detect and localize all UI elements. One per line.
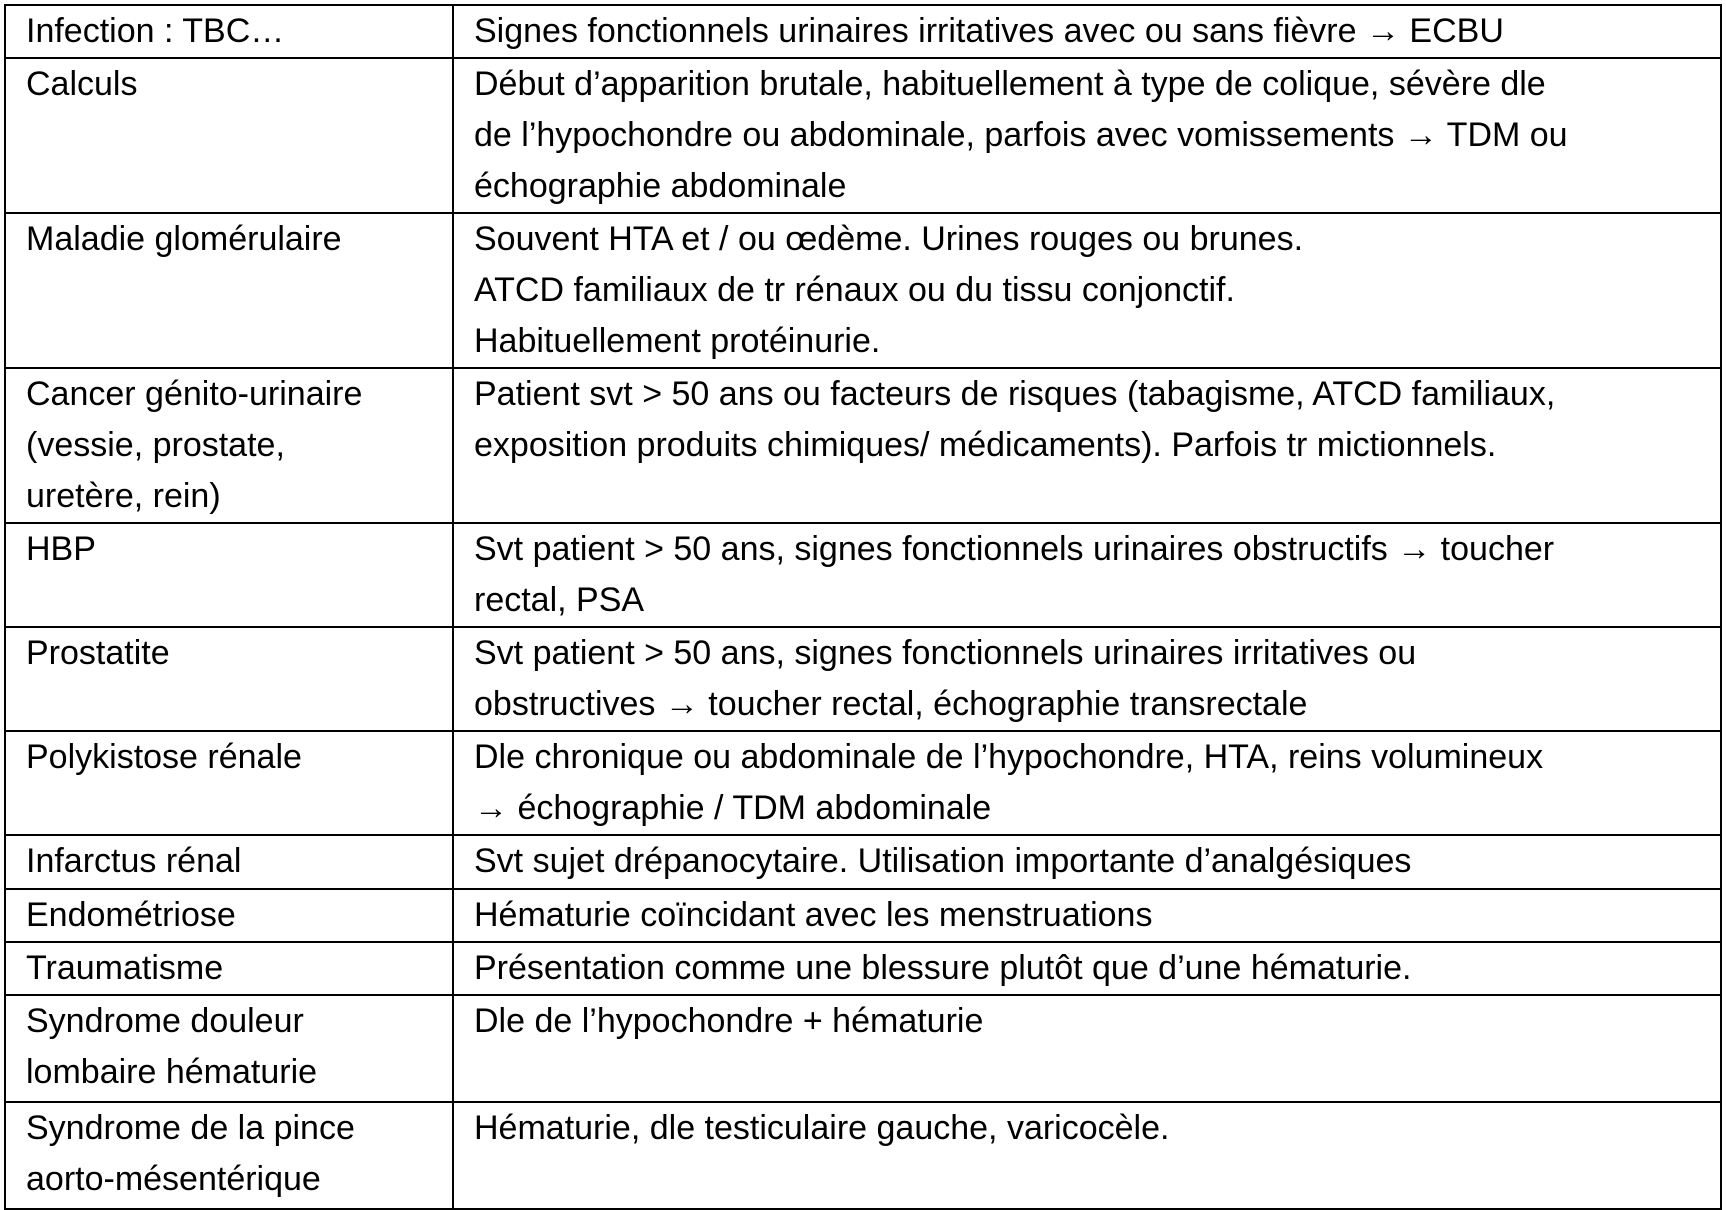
table-row — [5, 627, 1721, 731]
description-cell: Svt patient > 50 ans, signes fonctionnels urinaires obstructifs → toucher rectal, PSA — [453, 523, 1721, 627]
description-cell: Souvent HTA et / ou œdème. Urines rouges ou brunes. ATCD familiaux de tr rénaux ou du tissu conjonctif. Habituellement protéinurie. — [453, 213, 1721, 368]
cause-cell: Traumatisme — [5, 942, 453, 995]
description-cell: Svt patient > 50 ans, signes fonctionnels urinaires irritatives ou obstructives → toucher rectal, échographie transrectale — [453, 627, 1721, 731]
table-row — [5, 889, 1721, 942]
description-cell: Patient svt > 50 ans ou facteurs de risques (tabagisme, ATCD familiaux, exposition produits chimiques/ médicaments). Parfois tr mictionnels. — [453, 368, 1721, 523]
cause-cell: Endométriose — [5, 889, 453, 942]
description-cell: Présentation comme une blessure plutôt que d’une hématurie. — [453, 942, 1721, 995]
description-cell: Dle de l’hypochondre + hématurie — [453, 995, 1721, 1102]
cause-cell: Syndrome de la pince aorto-mésentérique — [5, 1102, 453, 1209]
cause-cell: Maladie glomérulaire — [5, 213, 453, 368]
description-cell: Début d’apparition brutale, habituellement à type de colique, sévère dle de l’hypochondre ou abdominale, parfois avec vomissements → TDM ou échographie abdominale — [453, 58, 1721, 213]
cause-cell: Polykistose rénale — [5, 731, 453, 835]
description-cell: Svt sujet drépanocytaire. Utilisation importante d’analgésiques — [453, 835, 1721, 889]
table-row — [5, 942, 1721, 995]
cause-cell: Calculs — [5, 58, 453, 213]
table-row — [5, 1102, 1721, 1209]
description-cell: Hématurie, dle testiculaire gauche, varicocèle. — [453, 1102, 1721, 1209]
description-cell: Dle chronique ou abdominale de l’hypochondre, HTA, reins volumineux → échographie / TDM abdominale — [453, 731, 1721, 835]
table-row — [5, 523, 1721, 627]
description-cell: Signes fonctionnels urinaires irritatives avec ou sans fièvre → ECBU — [453, 5, 1721, 58]
differential-diagnosis-table — [4, 4, 1722, 1210]
cause-cell: HBP — [5, 523, 453, 627]
table-row — [5, 995, 1721, 1102]
table-row — [5, 731, 1721, 835]
cause-cell: Prostatite — [5, 627, 453, 731]
table-row — [5, 213, 1721, 368]
description-cell: Hématurie coïncidant avec les menstruations — [453, 889, 1721, 942]
table-row — [5, 835, 1721, 889]
table-row — [5, 58, 1721, 213]
cause-cell: Infarctus rénal — [5, 835, 453, 889]
table-row — [5, 368, 1721, 523]
cause-cell: Cancer génito-urinaire (vessie, prostate, uretère, rein) — [5, 368, 453, 523]
cause-cell: Infection : TBC… — [5, 5, 453, 58]
cause-cell: Syndrome douleur lombaire hématurie — [5, 995, 453, 1102]
table-row — [5, 5, 1721, 58]
